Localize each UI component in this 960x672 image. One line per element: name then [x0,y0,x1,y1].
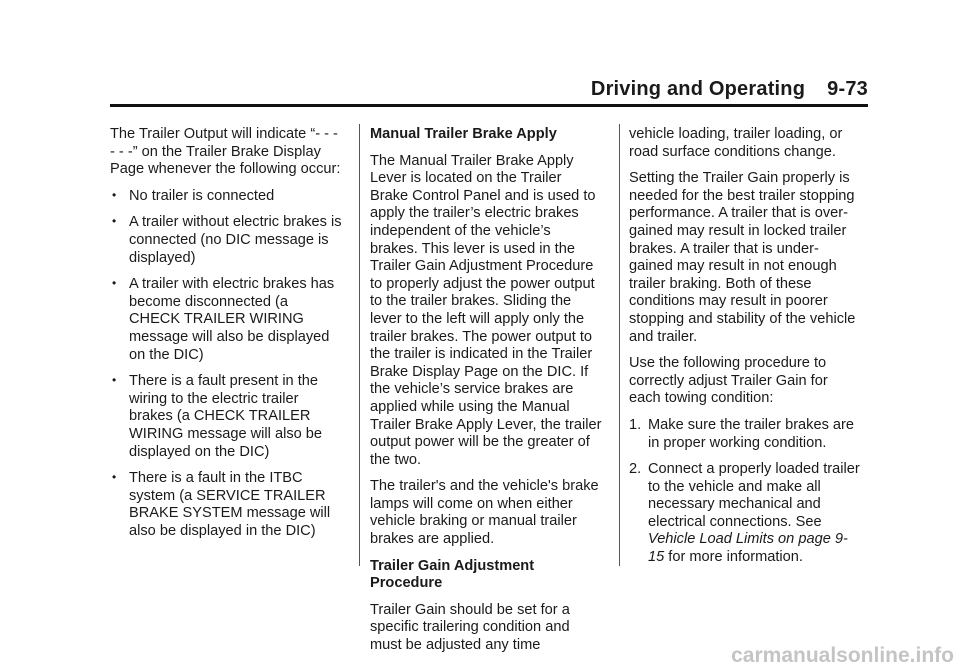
step-number: 2. [629,461,642,478]
gain-importance-paragraph: Setting the Trailer Gain properly is needed for the best trailer stopping performance. A trailer that is over-gained may result in locked trailer brakes. A trailer that is under-gained may result in not enough trailer braking. Both of these conditions may result in poorer stopping and stability of the vehicle and trailer. [629,170,856,345]
continued-paragraph: vehicle loading, trailer loading, or road surface conditions change. [629,126,843,160]
gain-intro-paragraph: Trailer Gain should be set for a specific trailering condition and must be adjusted any time [370,601,570,654]
manual-brake-paragraph: The Manual Trailer Brake Apply Lever is located on the Trailer Brake Control Panel and is used to apply the trailer’s electric brakes independent of the vehicle’s brakes. This lever is used in the Trailer Gain Adjustment Procedure to properly adjust the power output to the trailer brakes. Sliding the lever to the left will apply only the trailer brakes. The power output to the trailer is indicated in the Trailer Brake Display Page on the DIC. If the vehicle’s service brakes are applied while using the Manual Trailer Brake Apply Lever, the trailer output power will be the greater of the two. [370,152,602,468]
list-item [110,188,342,206]
list-item-text: A trailer without electric brakes is connected (no DIC message is displayed) [129,214,342,266]
page-number: 9-73 [827,78,868,100]
bullet-icon: • [112,187,117,202]
list-item [110,470,342,540]
list-item-text: There is a fault present in the wiring to the electric trailer brakes (a CHECK TRAILER WIRING message will also be displayed on the DIC) [129,373,323,460]
manual-brake-heading: Manual Trailer Brake Apply [370,126,557,142]
column-divider-2 [619,124,620,566]
bullet-icon: • [112,470,117,485]
section-title: Driving and Operating [590,78,806,100]
step-text-suffix: for more information. [664,549,803,566]
cross-reference-link[interactable]: Vehicle Load Limits on page 9-15 [648,531,848,566]
bullet-icon: • [112,214,117,229]
column-1 [110,126,342,549]
step-item [629,461,861,567]
column-2 [370,126,602,664]
column-divider-1 [359,124,360,566]
column-3 [629,126,861,576]
header-rule [110,104,868,107]
step-text: Connect a properly loaded trailer to the vehicle and make all necessary mechanical and electrical connections. See [648,461,860,530]
watermark: carmanualsonline.info [731,644,954,667]
list-item-text: No trailer is connected [129,187,275,204]
procedure-intro-paragraph: Use the following procedure to correctly adjust Trailer Gain for each towing condition: [629,355,828,407]
bullet-icon: • [112,276,117,291]
list-item [110,373,342,461]
bullet-icon: • [112,373,117,388]
list-item-text: There is a fault in the ITBC system (a SERVICE TRAILER BRAKE SYSTEM message will also be displayed in the DIC) [129,470,331,539]
step-item [629,417,861,452]
conditions-list [110,188,342,541]
step-number: 1. [629,416,642,433]
page-header [591,78,868,101]
list-item [110,276,342,364]
step-text: Make sure the trailer brakes are in proper working condition. [648,416,855,451]
intro-paragraph: The Trailer Output will indicate “- - - - - -” on the Trailer Brake Display Page whenever the following occur: [110,126,341,178]
procedure-steps [629,417,861,567]
gain-procedure-heading: Trailer Gain Adjustment Procedure [370,557,535,592]
list-item-text: A trailer with electric brakes has become disconnected (a CHECK TRAILER WIRING message will also be displayed on the DIC) [129,276,335,363]
brake-lamps-paragraph: The trailer's and the vehicle's brake lamps will come on when either vehicle braking or manual trailer brakes are applied. [370,478,599,548]
list-item [110,214,342,267]
